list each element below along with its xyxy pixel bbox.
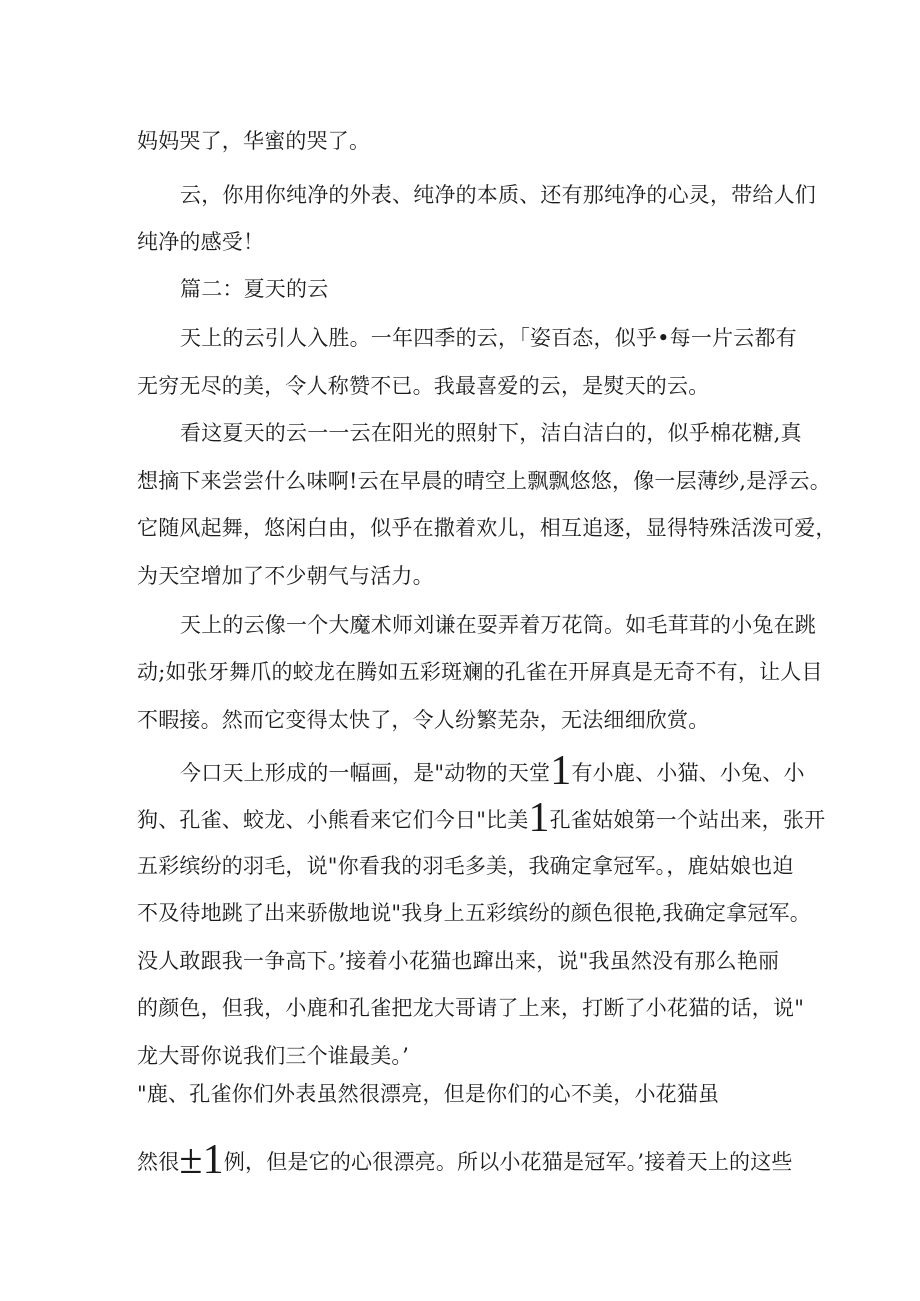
section-heading: 篇二：夏天的云 [180, 277, 329, 301]
text-line: 不及待地跳了出来骄傲地说"我身上五彩缤纷的颜色很艳,我确定拿冠军。 [137, 901, 811, 925]
text-line: 看这夏天的云一一云在阳光的照射下，洁白洁白的，似乎棉花糖,真 [180, 421, 802, 445]
text-line: 五彩缤纷的羽毛，说"你看我的羽毛多美，我确定拿冠军。，鹿姑娘也迫 [137, 854, 794, 878]
text-line: 纯净的感受！ [137, 230, 265, 254]
text-line: "鹿、孔雀你们外表虽然很漂亮，但是你们的心不美，小花猫虽 [137, 1082, 720, 1106]
large-glyph: 1 [528, 795, 550, 841]
text-segment: 孔雀姑娘第一个站出来，张开 [549, 808, 826, 832]
text-line: 天上的云引人入胜。一年四季的云，「姿百态，似乎•每一片云都有 [180, 326, 797, 350]
text-segment: 狗、孔雀、蛟龙、小熊看来它们今日"比美 [137, 808, 529, 832]
text-line: 妈妈哭了，华蜜的哭了。 [137, 129, 371, 153]
text-line: 无穷无尽的美，令人称赞不已。我最喜爱的云，是熨天的云。 [137, 374, 710, 398]
text-line [137, 1137, 793, 1183]
text-line: 想摘下来尝尝什么味啊!云在早晨的晴空上飘飘悠悠，像一层薄纱,是浮云。 [137, 469, 831, 493]
large-glyph: 1 [550, 748, 572, 794]
text-segment: 有小鹿、小猫、小兔、小 [571, 761, 805, 785]
large-glyph: ±1 [179, 1137, 224, 1183]
text-line: 不暇接。然而它变得太快了，令人纷繁芜杂，无法细细欣赏。 [137, 708, 710, 732]
text-line: 为天空增加了不少朝气与活力。 [137, 564, 434, 588]
text-segment: 例，但是它的心很漂亮。所以小花猫是冠军。’接着天上的这些 [223, 1150, 793, 1174]
text-line: 云，你用你纯净的外表、纯净的本质、还有那纯净的心灵，带给人们 [180, 183, 816, 207]
text-segment: 今口天上形成的一幅画，是"动物的天堂 [180, 761, 551, 785]
text-line [137, 795, 826, 841]
text-line: 的颜色，但我，小鹿和孔雀把龙大哥请了上来，打断了小花猫的话，说" [137, 996, 805, 1020]
text-line: 天上的云像一个大魔术师刘谦在耍弄着万花筒。如毛茸茸的小兔在跳 [180, 613, 816, 637]
text-line [180, 748, 805, 794]
text-line: 龙大哥你说我们三个谁最美。’ [137, 1044, 409, 1068]
text-line: 动;如张牙舞爪的蛟龙在腾如五彩斑斓的孔雀在开屏真是无奇不有，让人目 [137, 660, 823, 684]
text-segment: 然很 [137, 1150, 180, 1174]
text-line: 它随风起舞，悠闲白由，似乎在撒着欢儿，相互追逐，显得特殊活泼可爱， [137, 516, 837, 540]
text-line: 没人敢跟我一争高下。’接着小花猫也蹿出来，说"我虽然没有那么艳丽 [137, 949, 780, 973]
